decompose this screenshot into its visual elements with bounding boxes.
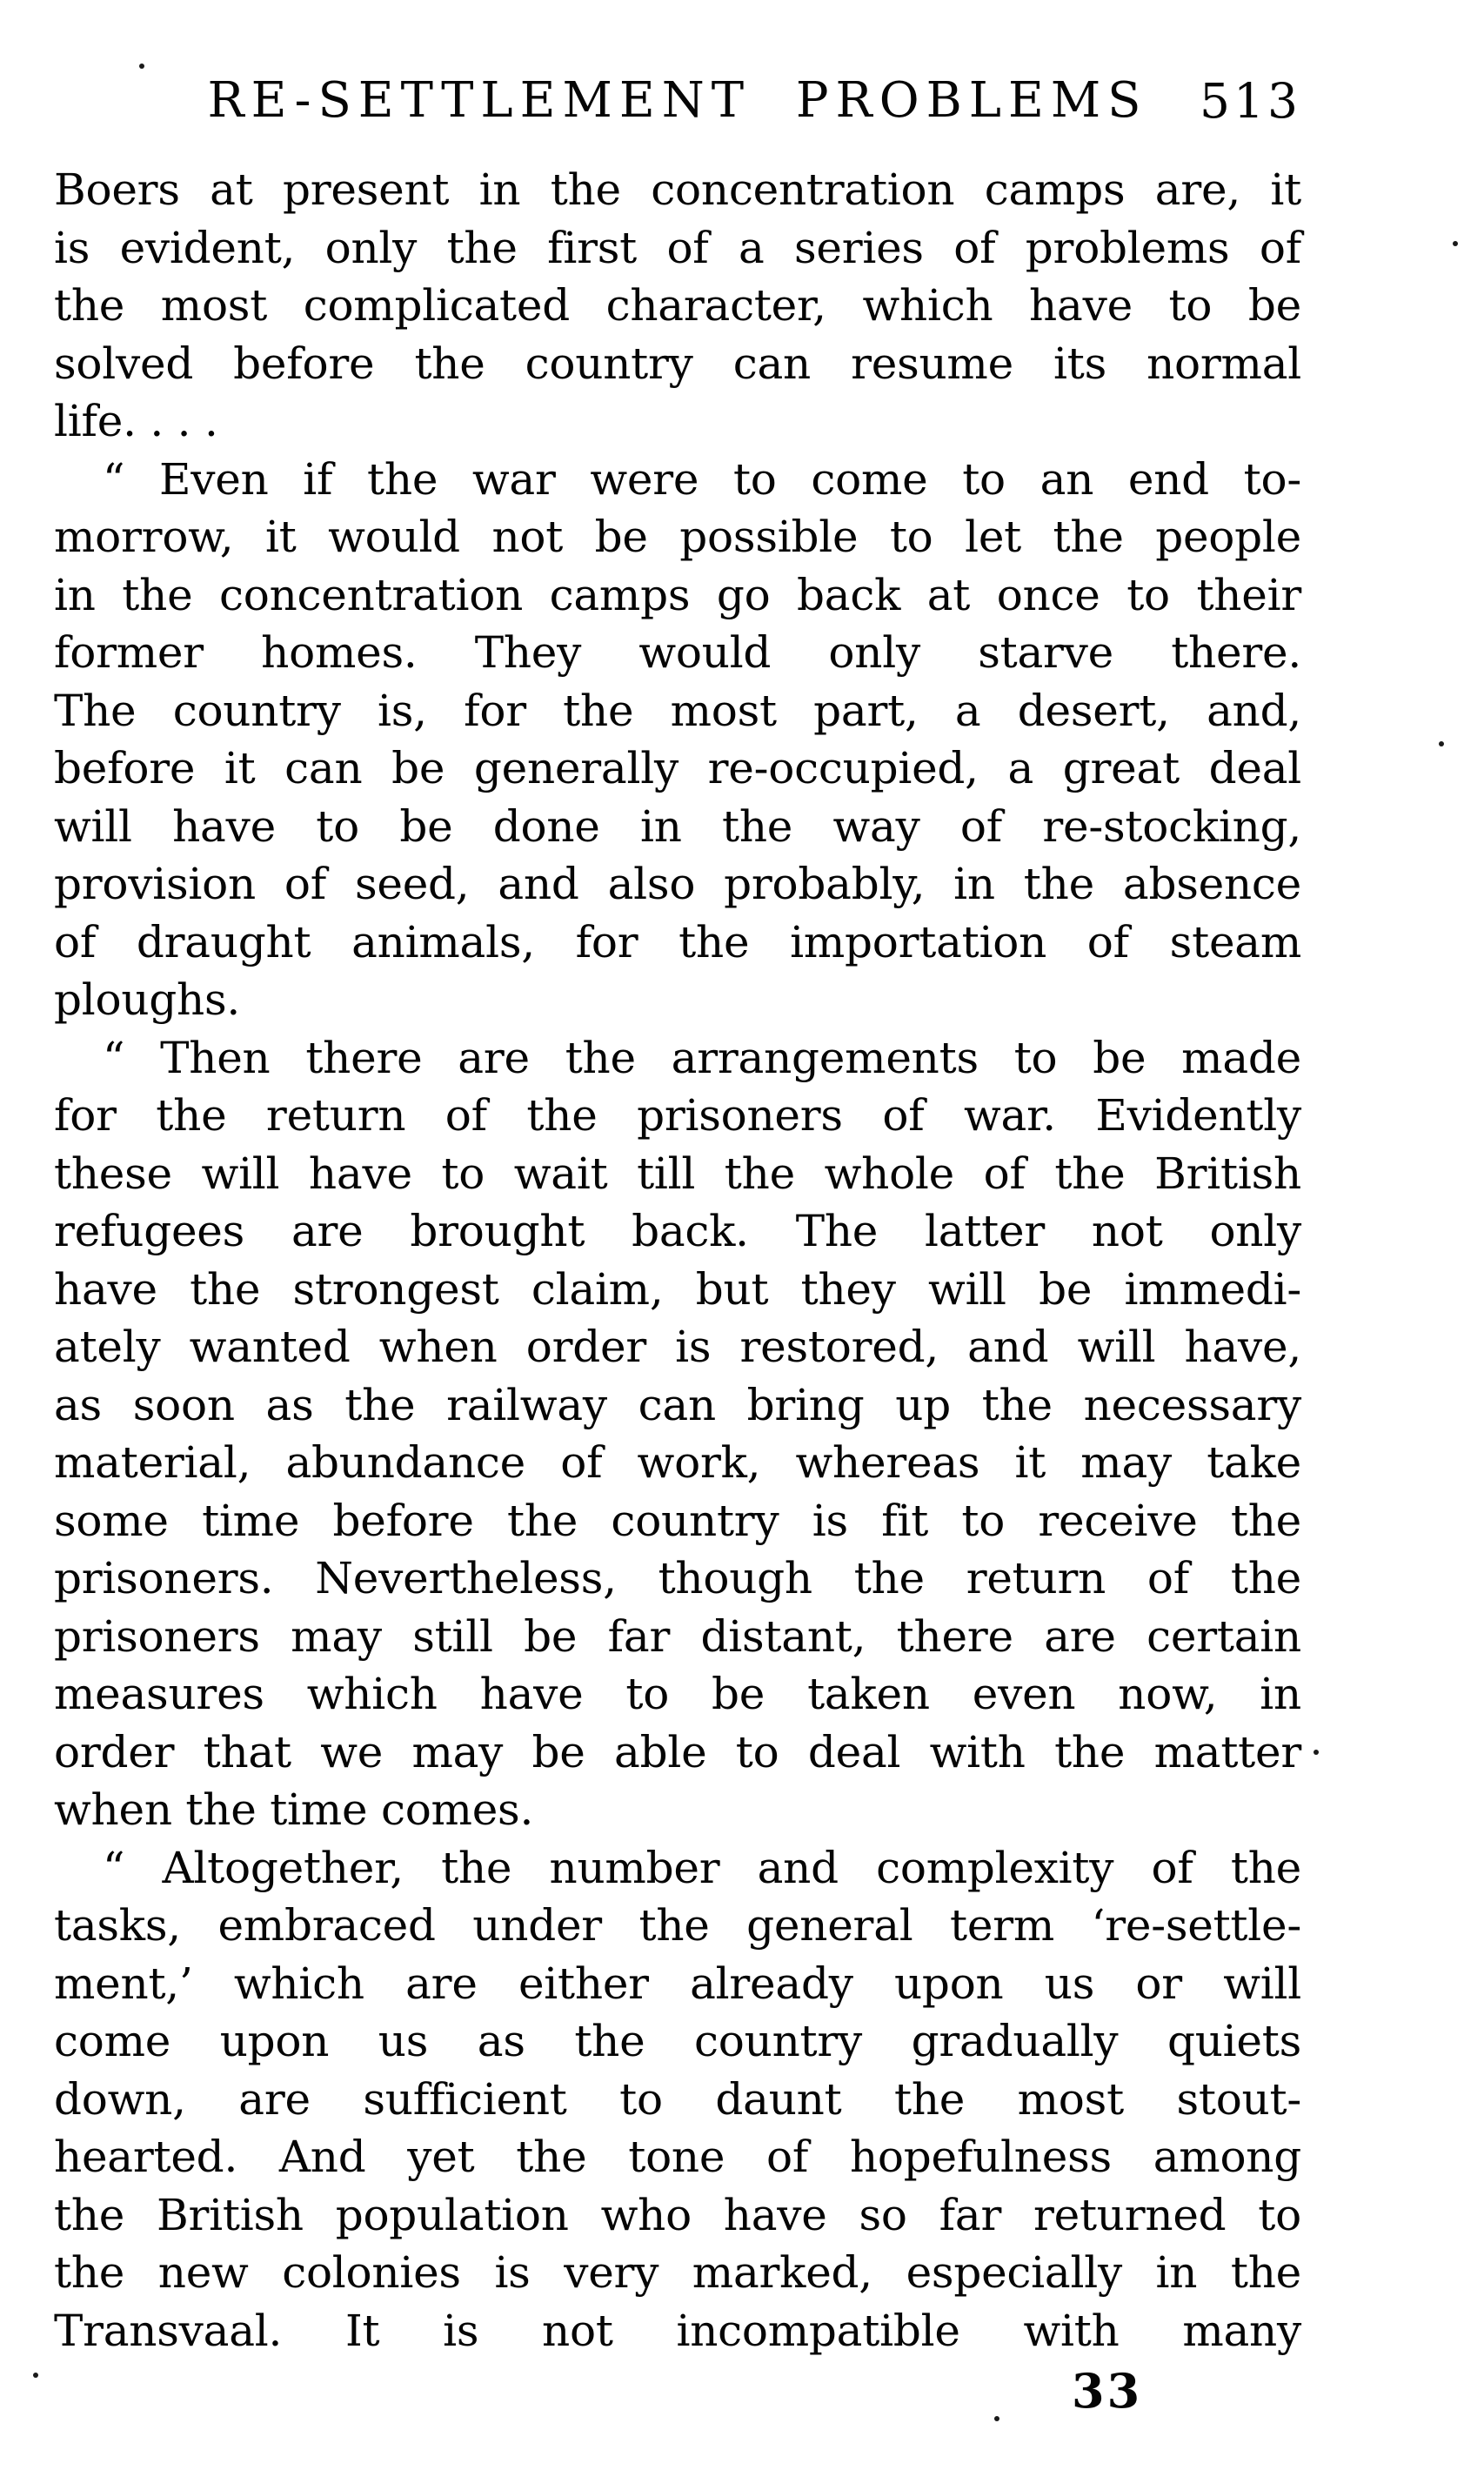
text-line: for the return of the prisoners of war. Evidently (54, 1090, 1301, 1141)
text-line: come upon us as the country gradually quiets (54, 2016, 1301, 2066)
text-line: material, abundance of work, whereas it may take (54, 1437, 1301, 1488)
text-line: provision of seed, and also probably, in the absence (54, 859, 1301, 909)
text-line: solved before the country can resume its normal (54, 338, 1301, 389)
text-line: morrow, it would not be possible to let the people (54, 512, 1301, 562)
scan-speck (1314, 1750, 1319, 1755)
text-line: of draught animals, for the importation of steam (54, 916, 1301, 967)
text-line: life. . . . (54, 396, 218, 446)
text-line: former homes. They would only starve there. (54, 627, 1301, 678)
text-line: some time before the country is fit to receive the (54, 1495, 1301, 1546)
text-line: measures which have to be taken even now, in (54, 1669, 1301, 1719)
text-line: hearted. And yet the tone of hopefulness among (54, 2132, 1301, 2182)
text-line: prisoners may still be far distant, there are certain (54, 1610, 1301, 1662)
text-line: Boers at present in the concentration camps are, it (54, 164, 1301, 215)
text-line: tasks, embraced under the general term ‘re-settle- (54, 1900, 1301, 1951)
text-line: The country is, for the most part, a desert, and, (54, 685, 1301, 736)
text-line: is evident, only the first of a series of problems of (54, 222, 1301, 273)
page-number: 513 (1200, 73, 1301, 129)
text-line: when the time comes. (54, 1784, 534, 1835)
scan-speck (994, 2416, 999, 2421)
text-line: ment,’ which are either already upon us or will (54, 1958, 1301, 2009)
text-line: refugees are brought back. The latter not only (54, 1206, 1301, 1256)
running-title: RE-SETTLEMENT PROBLEMS (207, 72, 1148, 129)
text-line: will have to be done in the way of re-stocking, (54, 800, 1301, 852)
text-line: these will have to wait till the whole of the British (54, 1148, 1301, 1199)
scan-speck (1453, 241, 1458, 246)
text-line: “ Then there are the arrangements to be made (103, 1032, 1301, 1083)
text-line: ately wanted when order is restored, and will have, (54, 1322, 1301, 1372)
text-line: in the concentration camps go back at once to their (54, 569, 1301, 620)
text-line: before it can be generally re-occupied, a great deal (54, 743, 1301, 793)
text-line: order that we may be able to deal with the matter (54, 1726, 1301, 1777)
text-line: “ Altogether, the number and complexity of the (103, 1842, 1301, 1893)
text-line: ploughs. (54, 974, 241, 1025)
text-line: down, are sufficient to daunt the most stout- (54, 2073, 1301, 2125)
text-line: “ Even if the war were to come to an end to- (103, 453, 1301, 505)
text-line: the British population who have so far returned to (54, 2189, 1301, 2240)
text-line: have the strongest claim, but they will be immedi- (54, 1263, 1301, 1315)
text-line: the most complicated character, which have to be (54, 280, 1301, 331)
page-body (54, 161, 1301, 2360)
text-line: as soon as the railway can bring up the necessary (54, 1379, 1301, 1430)
text-line: the new colonies is very marked, especially in the (54, 2247, 1301, 2298)
text-line: Transvaal. It is not incompatible with many (54, 2305, 1301, 2356)
scan-speck (139, 64, 144, 69)
text-line: prisoners. Nevertheless, though the return of the (54, 1553, 1301, 1603)
signature-mark: 33 (1072, 2363, 1143, 2419)
scan-speck (33, 2373, 38, 2378)
scan-speck (1439, 741, 1444, 746)
page-header (54, 73, 1301, 129)
